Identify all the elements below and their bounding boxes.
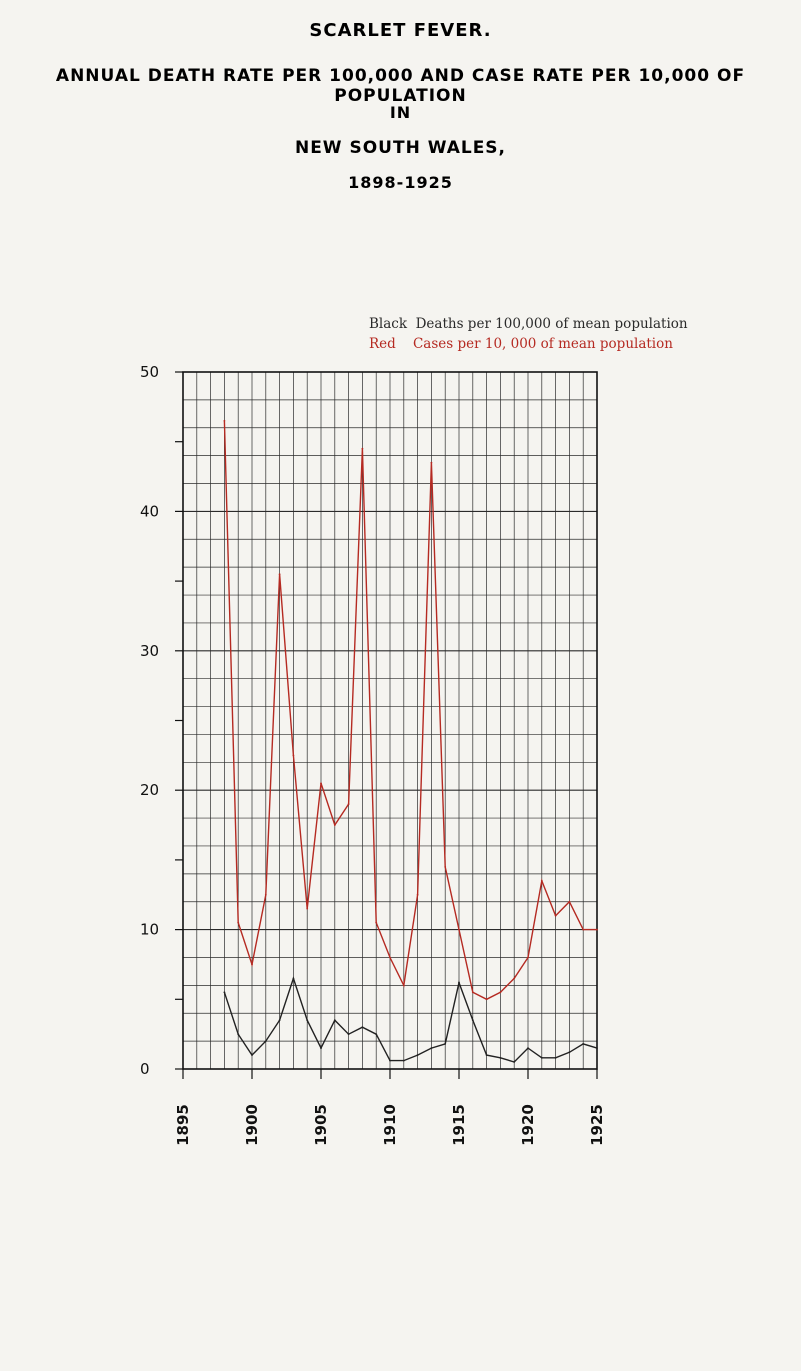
x-tick-label: 1900 [243, 1104, 261, 1146]
data-point-cases [486, 998, 488, 1000]
data-point-deaths [362, 1026, 364, 1028]
x-tick-label: 1920 [519, 1104, 537, 1146]
data-point-deaths [513, 1061, 515, 1063]
data-point-cases [458, 929, 460, 931]
data-point-deaths [389, 1060, 391, 1062]
y-tick-label: 30 [140, 641, 160, 660]
data-point-deaths [237, 1033, 239, 1035]
x-tick-label: 1895 [174, 1104, 192, 1146]
data-point-deaths [334, 1019, 336, 1021]
data-point-cases [582, 929, 584, 931]
data-point-deaths [444, 1043, 446, 1045]
data-point-cases [375, 922, 377, 924]
data-point-cases [334, 824, 336, 826]
data-point-deaths [279, 1019, 281, 1021]
data-point-cases [265, 894, 267, 896]
x-tick-label: 1905 [312, 1104, 330, 1146]
data-point-deaths [375, 1033, 377, 1035]
x-tick-label: 1910 [381, 1104, 399, 1146]
chart-years: 1898-1925 [348, 173, 453, 192]
x-tick-labels [174, 1104, 606, 1146]
data-point-cases [541, 880, 543, 882]
chart-subtitle: ANNUAL DEATH RATE PER 100,000 AND CASE RATE PER 10,000 OF POPULATION [55, 66, 746, 106]
data-point-cases [596, 929, 598, 931]
data-point-cases [513, 977, 515, 979]
data-point-cases [224, 420, 226, 422]
y-tick-label: 0 [140, 1060, 150, 1078]
y-tick-label: 40 [140, 502, 160, 521]
chart-subtitle-in: IN [389, 103, 412, 122]
data-point-cases [444, 866, 446, 868]
data-point-cases [431, 462, 433, 464]
data-point-deaths [486, 1054, 488, 1056]
data-point-cases [417, 894, 419, 896]
data-point-deaths [472, 1019, 474, 1021]
data-point-deaths [555, 1057, 557, 1059]
data-point-cases [362, 448, 364, 450]
data-point-deaths [306, 1019, 308, 1021]
y-tick-labels [140, 363, 159, 1078]
data-point-deaths [431, 1047, 433, 1049]
y-tick-label: 50 [140, 363, 160, 381]
data-point-deaths [224, 991, 226, 993]
data-point-cases [293, 754, 295, 756]
data-point-cases [527, 957, 529, 959]
x-tick-label: 1925 [588, 1104, 606, 1146]
data-point-cases [306, 908, 308, 910]
data-point-deaths [569, 1051, 571, 1053]
data-point-deaths [417, 1054, 419, 1056]
x-tick-label: 1915 [450, 1104, 468, 1146]
data-point-cases [237, 922, 239, 924]
data-point-deaths [541, 1057, 543, 1059]
legend-entry-deaths: Black Deaths per 100,000 of mean population [369, 316, 688, 332]
series-line-cases [224, 421, 597, 1000]
data-point-deaths [265, 1040, 267, 1042]
chart-title: SCARLET FEVER. [309, 20, 492, 41]
data-point-cases [569, 901, 571, 903]
legend-entry-cases: Red Cases per 10, 000 of mean population [369, 336, 673, 352]
data-point-deaths [500, 1057, 502, 1059]
data-point-deaths [320, 1047, 322, 1049]
data-point-cases [500, 991, 502, 993]
data-point-deaths [458, 982, 460, 984]
data-point-deaths [293, 977, 295, 979]
data-point-cases [348, 803, 350, 805]
data-point-cases [389, 957, 391, 959]
chart-place: NEW SOUTH WALES, [294, 138, 507, 158]
data-point-deaths [527, 1047, 529, 1049]
data-point-cases [279, 573, 281, 575]
chart-grid [183, 372, 597, 1069]
data-point-deaths [403, 1060, 405, 1062]
data-point-cases [472, 991, 474, 993]
data-point-cases [555, 915, 557, 917]
data-point-cases [251, 964, 253, 966]
y-tick-label: 20 [140, 781, 160, 800]
data-point-deaths [348, 1033, 350, 1035]
data-point-cases [320, 782, 322, 784]
data-point-deaths [596, 1047, 598, 1049]
data-point-deaths [251, 1054, 253, 1056]
data-point-cases [403, 984, 405, 986]
y-tick-label: 10 [140, 920, 160, 939]
data-point-deaths [582, 1043, 584, 1045]
